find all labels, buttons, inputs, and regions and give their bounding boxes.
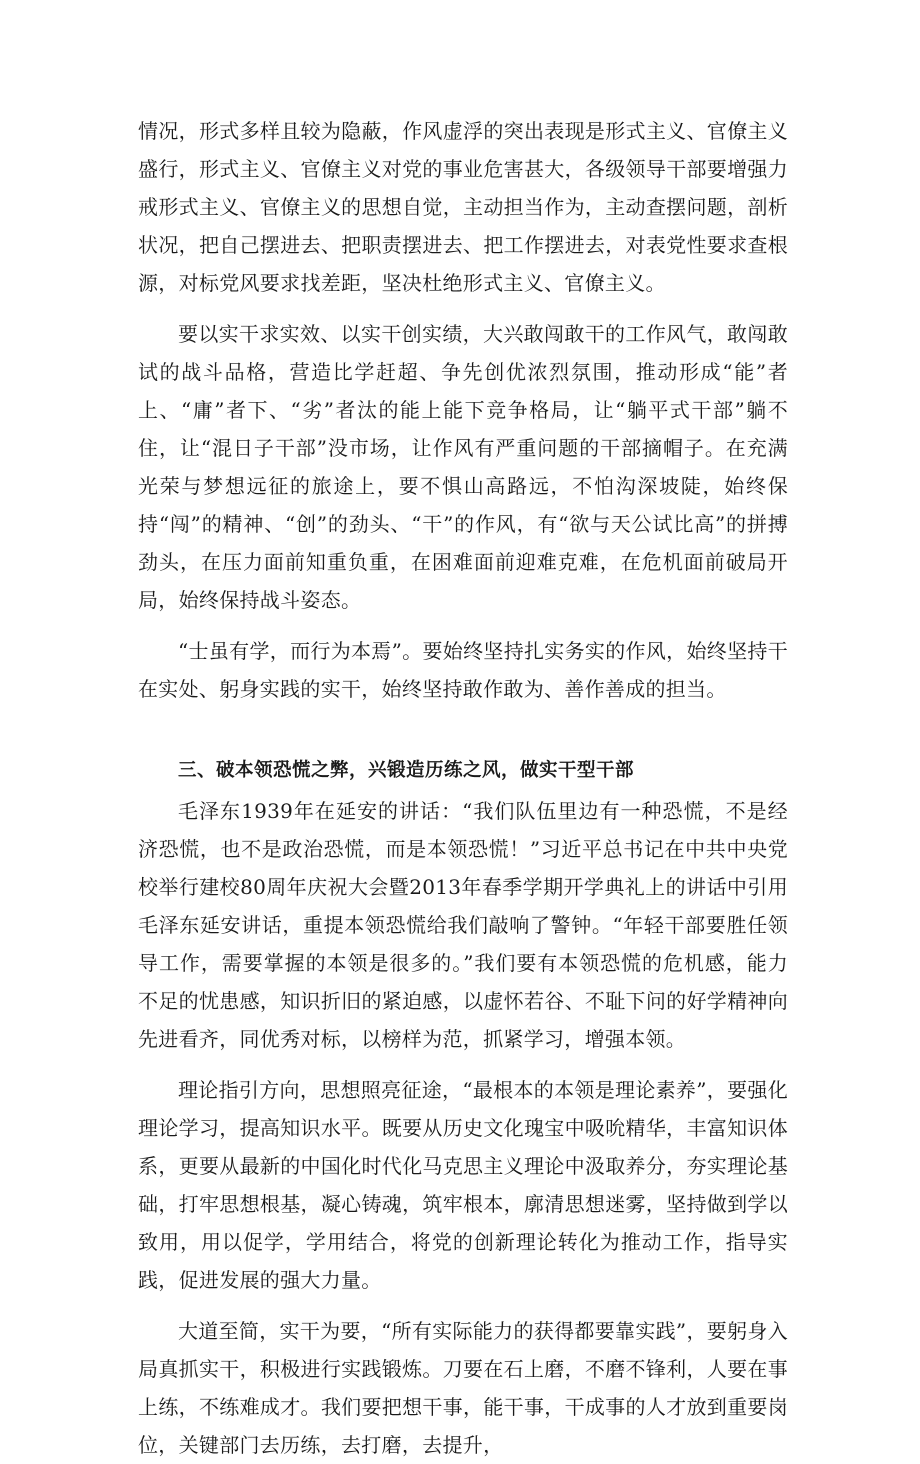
paragraph-practical-work: 要以实干求实效、以实干创实绩，大兴敢闯敢干的工作风气，敢闯敢试的战斗品格，营造比学赶超、争先创优浓烈氛围，推动形成“能”者上、“庸”者下、“劣”者汰的能上能下竞争格局，让“躺平式干部”躺不住，让“混日子干部”没市场，让作风有严重问题的干部摘帽子。在充满光荣与梦想远征的旅途上，要不惧山高路远，不怕沟深坡陡，始终保持“闯”的精神、“创”的劲头、“干”的作风，有“欲与天公试比高”的拼搏劲头，在压力面前知重负重，在困难面前迎难克难，在危机面前破局开局，始终保持战斗姿态。 bbox=[138, 322, 788, 612]
document-body bbox=[138, 112, 788, 1464]
paragraph-practice: 大道至简，实干为要，“所有实际能力的获得都要靠实践”，要躬身入局真抓实干，积极进行实践锻炼。刀要在石上磨，不磨不锋利，人要在事上练，不练难成才。我们要把想干事，能干事，干成事的人才放到重要岗位，关键部门去历练，去打磨，去提升， bbox=[138, 1319, 788, 1457]
paragraph-scholar-quote: “士虽有学，而行为本焉”。要始终坚持扎实务实的作风，始终坚持干在实处、躬身实践的实干，始终坚持敢作敢为、善作善成的担当。 bbox=[138, 639, 788, 701]
paragraph-continued: 情况，形式多样且较为隐蔽，作风虚浮的突出表现是形式主义、官僚主义盛行，形式主义、官僚主义对党的事业危害甚大，各级领导干部要增强力戒形式主义、官僚主义的思想自觉，主动担当作为，主动查摆问题，剖析状况，把自己摆进去、把职责摆进去、把工作摆进去，对表党性要求查根源，对标党风要求找差距，坚决杜绝形式主义、官僚主义。 bbox=[138, 119, 788, 295]
paragraph-theory-study: 理论指引方向，思想照亮征途，“最根本的本领是理论素养”，要强化理论学习，提高知识水平。既要从历史文化瑰宝中吸吮精华，丰富知识体系，更要从最新的中国化时代化马克思主义理论中汲取养分，夯实理论基础，打牢思想根基，凝心铸魂，筑牢根本，廓清思想迷雾，坚持做到学以致用，用以促学，学用结合，将党的创新理论转化为推动工作，指导实践，促进发展的强大力量。 bbox=[138, 1078, 788, 1292]
paragraph-skill-panic: 毛泽东1939年在延安的讲话：“我们队伍里边有一种恐慌，不是经济恐慌，也不是政治恐慌，而是本领恐慌！”习近平总书记在中共中央党校举行建校80周年庆祝大会暨2013年春季学期开学典礼上的讲话中引用毛泽东延安讲话，重提本领恐慌给我们敲响了警钟。“年轻干部要胜任领导工作，需要掌握的本领是很多的。”我们要有本领恐慌的危机感，能力不足的忧患感，知识折旧的紧迫感，以虚怀若谷、不耻下问的好学精神向先进看齐，同优秀对标，以榜样为范，抓紧学习，增强本领。 bbox=[138, 799, 788, 1051]
section-heading: 三、破本领恐慌之弊，兴锻造历练之风，做实干型干部 bbox=[178, 760, 635, 781]
